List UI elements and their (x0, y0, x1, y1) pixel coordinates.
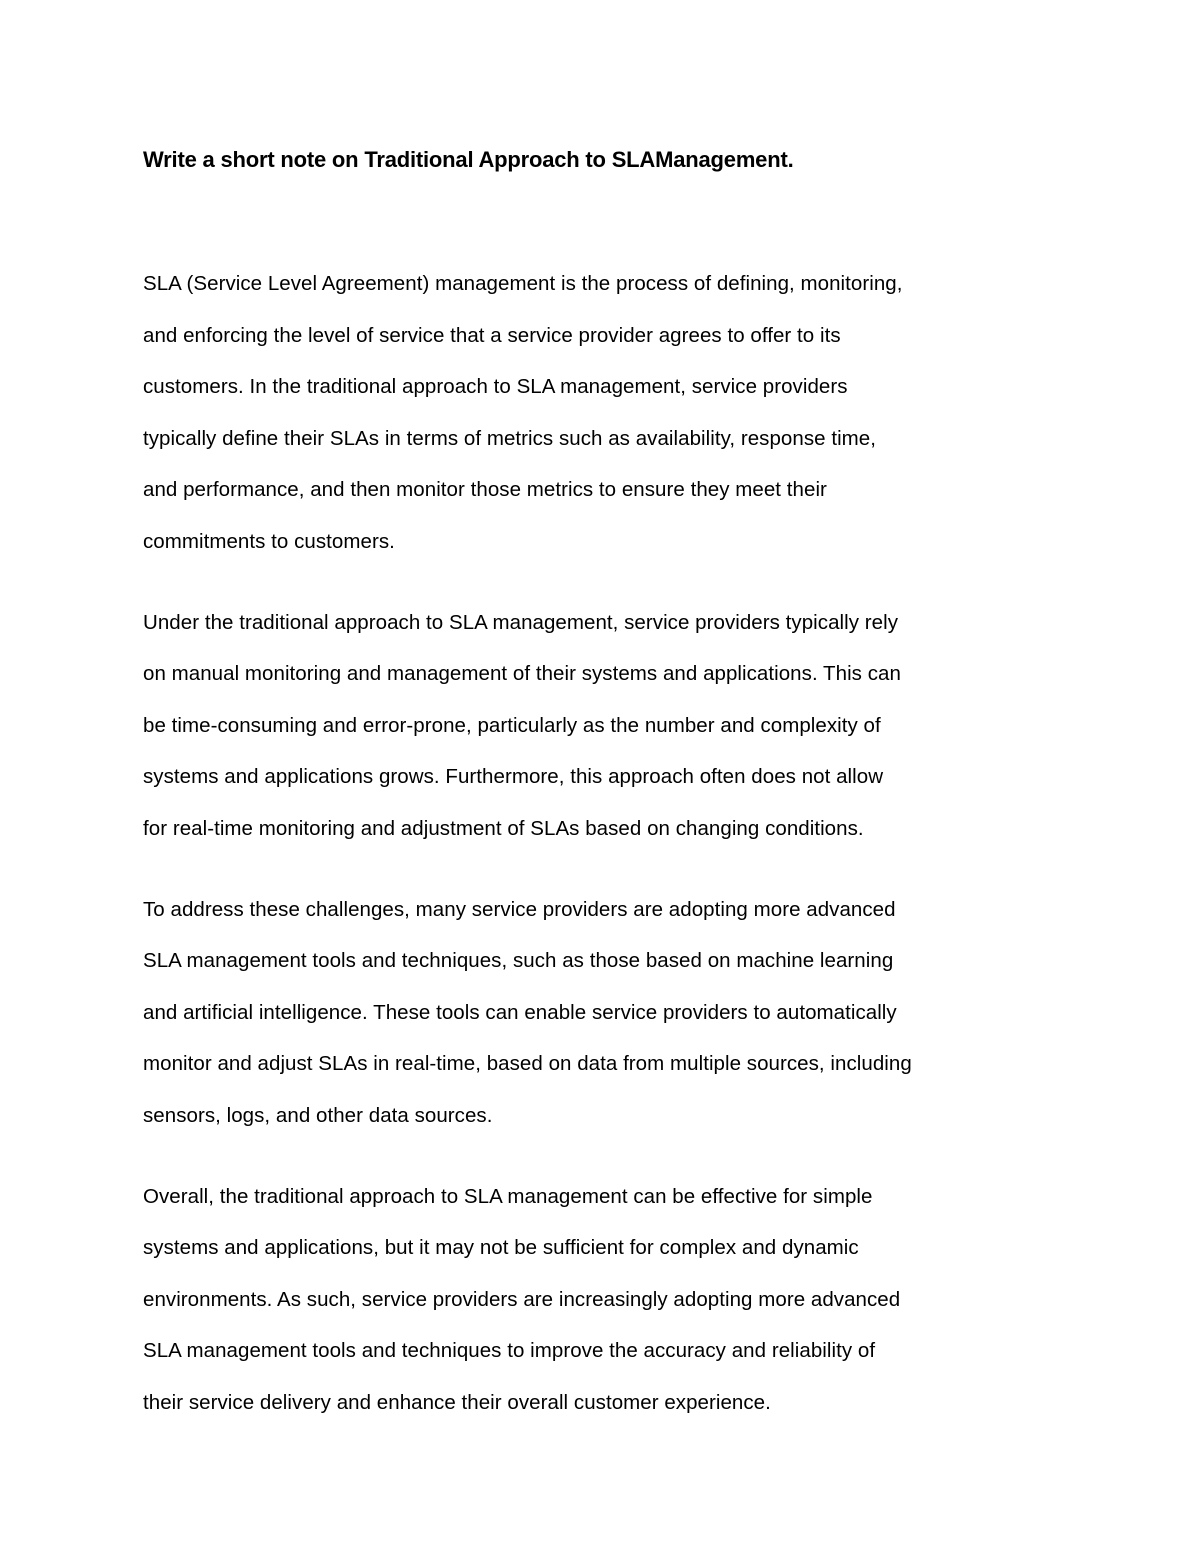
paragraph-intro (143, 258, 1073, 567)
text-line: and performance, and then monitor those metrics to ensure they meet their (143, 478, 827, 501)
text-line: and enforcing the level of service that a service provider agrees to offer to its (143, 323, 841, 347)
text-line: SLA management tools and techniques to improve the accuracy and reliability of (143, 1339, 876, 1362)
text-line: be time-consuming and error-prone, particularly as the number and complexity of (143, 713, 881, 737)
document-body (143, 138, 1073, 1458)
text-line: SLA management tools and techniques, such as those based on machine learning (143, 949, 894, 972)
paragraph-traditional-approach (143, 597, 1073, 855)
paragraph-challenges (143, 884, 1073, 1142)
text-line: sensors, logs, and other data sources. (143, 1103, 493, 1127)
text-line: their service delivery and enhance their overall customer experience. (143, 1390, 771, 1414)
text-line: monitor and adjust SLAs in real-time, based on data from multiple sources, including (143, 1052, 912, 1075)
text-line: SLA (Service Level Agreement) management is the process of defining, monitoring, (143, 272, 903, 295)
document-title: Write a short note on Traditional Approach to SLAManagement. (143, 147, 794, 172)
text-line: typically define their SLAs in terms of metrics such as availability, response time, (143, 426, 876, 450)
text-line: and artificial intelligence. These tools can enable service providers to automatically (143, 1000, 897, 1024)
text-line: Overall, the traditional approach to SLA management can be effective for simple (143, 1184, 873, 1208)
text-line: To address these challenges, many service providers are adopting more advanced (143, 897, 896, 921)
paragraph-list (143, 258, 1073, 1428)
text-line: systems and applications, but it may not be sufficient for complex and dynamic (143, 1236, 859, 1259)
paragraph-conclusion (143, 1171, 1073, 1429)
text-line: environments. As such, service providers are increasingly adopting more advanced (143, 1287, 901, 1311)
text-line: customers. In the traditional approach to SLA management, service providers (143, 375, 848, 398)
text-line: systems and applications grows. Furthermore, this approach often does not allow (143, 765, 884, 788)
text-line: on manual monitoring and management of their systems and applications. This can (143, 662, 901, 685)
text-line: commitments to customers. (143, 529, 395, 553)
text-line: Under the traditional approach to SLA management, service providers typically rely (143, 610, 899, 634)
text-line: for real-time monitoring and adjustment of SLAs based on changing conditions. (143, 816, 864, 840)
